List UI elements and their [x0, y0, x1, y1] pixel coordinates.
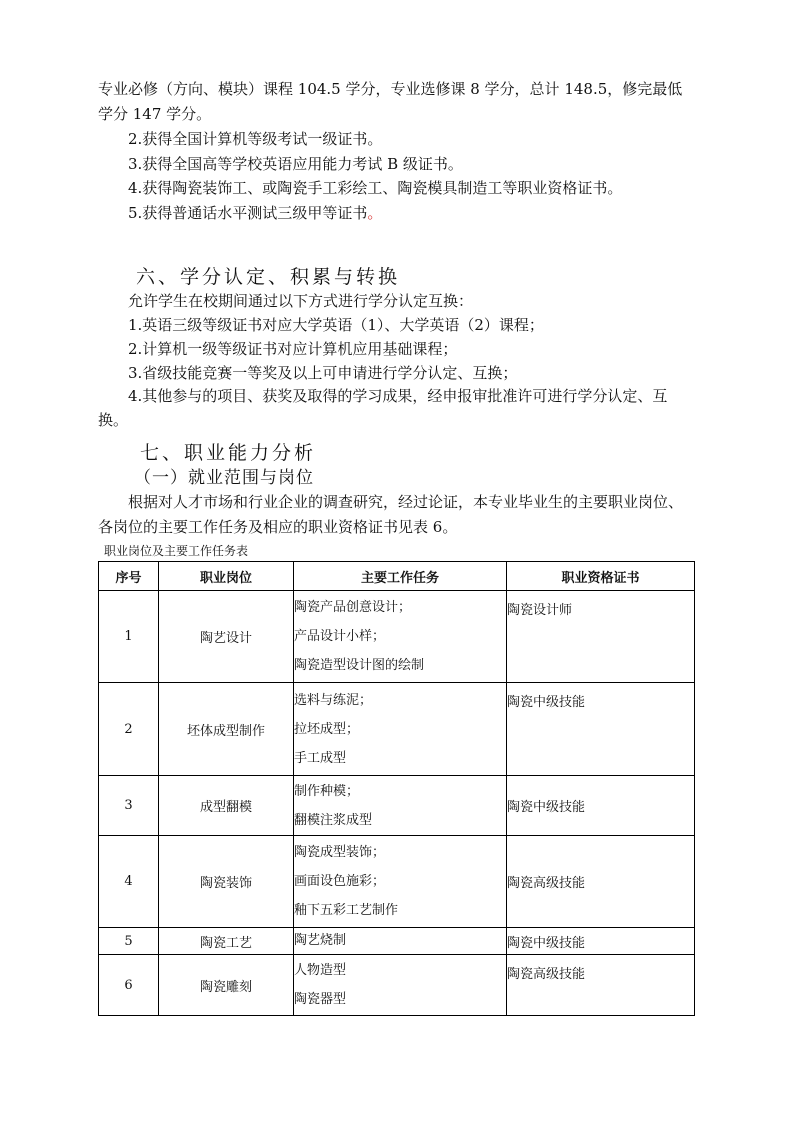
intro-item-5-end: 。 — [367, 204, 383, 222]
row-tasks — [294, 776, 507, 836]
row-position: 成型翻模 — [159, 776, 294, 836]
row-no: 3 — [99, 776, 159, 836]
section6-item-1: 1.英语三级等级证书对应大学英语（1）、大学英语（2）课程； — [128, 316, 544, 334]
section6-item-4-cont: 换。 — [98, 411, 129, 429]
row-position: 陶瓷雕刻 — [159, 955, 294, 1016]
header-position: 职业岗位 — [159, 562, 294, 591]
section6-lead: 允许学生在校期间通过以下方式进行学分认定互换： — [128, 292, 474, 310]
intro-item-4: 4.获得陶瓷装饰工、或陶瓷手工彩绘工、陶瓷模具制造工等职业资格证书。 — [128, 179, 623, 197]
task-item: 陶瓷造型设计图的绘制 — [294, 658, 425, 673]
row-cert: 陶瓷高级技能 — [507, 836, 695, 928]
section6-heading: 六、学分认定、积累与转换 — [136, 266, 401, 288]
table-row — [99, 836, 695, 928]
intro-item-5 — [128, 203, 382, 223]
task-item: 陶瓷成型装饰； — [294, 845, 386, 860]
row-tasks — [294, 928, 507, 955]
task-item: 釉下五彩工艺制作 — [294, 903, 399, 918]
row-no: 2 — [99, 683, 159, 776]
intro-item-5-text: 5.获得普通话水平测试三级甲等证书 — [128, 204, 368, 222]
row-no: 5 — [99, 928, 159, 955]
intro-item-2: 2.获得全国计算机等级考试一级证书。 — [128, 130, 383, 148]
task-item: 陶艺烧制 — [294, 933, 347, 948]
section6-item-3: 3.省级技能竞赛一等奖及以上可申请进行学分认定、互换； — [128, 364, 518, 382]
task-item: 画面设色施彩； — [294, 874, 386, 889]
row-cert: 陶瓷中级技能 — [507, 928, 695, 955]
task-item: 陶瓷器型 — [294, 992, 347, 1007]
row-no: 6 — [99, 955, 159, 1016]
row-cert: 陶瓷中级技能 — [507, 776, 695, 836]
section7-para-line-1: 根据对人才市场和行业企业的调查研究，经过论证，本专业毕业生的主要职业岗位、 — [128, 493, 684, 511]
table-row — [99, 683, 695, 776]
section7-para-line-2: 各岗位的主要工作任务及相应的职业资格证书见表 6。 — [98, 518, 458, 536]
table-row — [99, 591, 695, 683]
table-caption: 职业岗位及主要工作任务表 — [104, 544, 249, 558]
row-no: 1 — [99, 591, 159, 683]
table-row — [99, 955, 695, 1016]
task-item: 选料与练泥； — [294, 692, 373, 708]
row-no: 4 — [99, 836, 159, 928]
row-position: 坯体成型制作 — [159, 683, 294, 776]
task-item: 拉坯成型； — [294, 721, 360, 737]
row-tasks — [294, 955, 507, 1016]
section7-heading: 七、职业能力分析 — [140, 442, 317, 464]
section6-item-4: 4.其他参与的项目、获奖及取得的学习成果，经申报审批准许可进行学分认定、互 — [128, 387, 668, 405]
row-position: 陶瓷工艺 — [159, 928, 294, 955]
row-position: 陶艺设计 — [159, 591, 294, 683]
header-tasks: 主要工作任务 — [294, 562, 507, 591]
task-item: 手工成型 — [294, 750, 347, 766]
row-cert: 陶瓷中级技能 — [507, 683, 695, 776]
table-header-row — [99, 562, 695, 591]
task-item: 产品设计小样； — [294, 629, 386, 644]
header-cert: 职业资格证书 — [507, 562, 695, 591]
table-row — [99, 776, 695, 836]
row-cert: 陶瓷高级技能 — [507, 955, 695, 1016]
task-item: 人物造型 — [294, 963, 347, 978]
row-tasks — [294, 836, 507, 928]
task-item: 制作种模； — [294, 783, 360, 799]
task-item: 陶瓷产品创意设计； — [294, 600, 412, 615]
intro-line-2: 学分 147 学分。 — [98, 105, 212, 123]
row-cert: 陶瓷设计师 — [507, 591, 695, 683]
row-position: 陶瓷装饰 — [159, 836, 294, 928]
intro-line-1: 专业必修（方向、模块）课程 104.5 学分，专业选修课 8 学分，总计 148.5，修完最低 — [98, 80, 683, 98]
section7-subheading: （一）就业范围与岗位 — [134, 468, 314, 488]
intro-item-3: 3.获得全国高等学校英语应用能力考试 B 级证书。 — [128, 155, 463, 173]
section6-item-2: 2.计算机一级等级证书对应计算机应用基础课程； — [128, 340, 458, 358]
row-tasks — [294, 683, 507, 776]
task-item: 翻模注浆成型 — [294, 812, 373, 828]
table-row — [99, 928, 695, 955]
header-no: 序号 — [99, 562, 159, 591]
jobs-table — [98, 561, 695, 1016]
row-tasks — [294, 591, 507, 683]
